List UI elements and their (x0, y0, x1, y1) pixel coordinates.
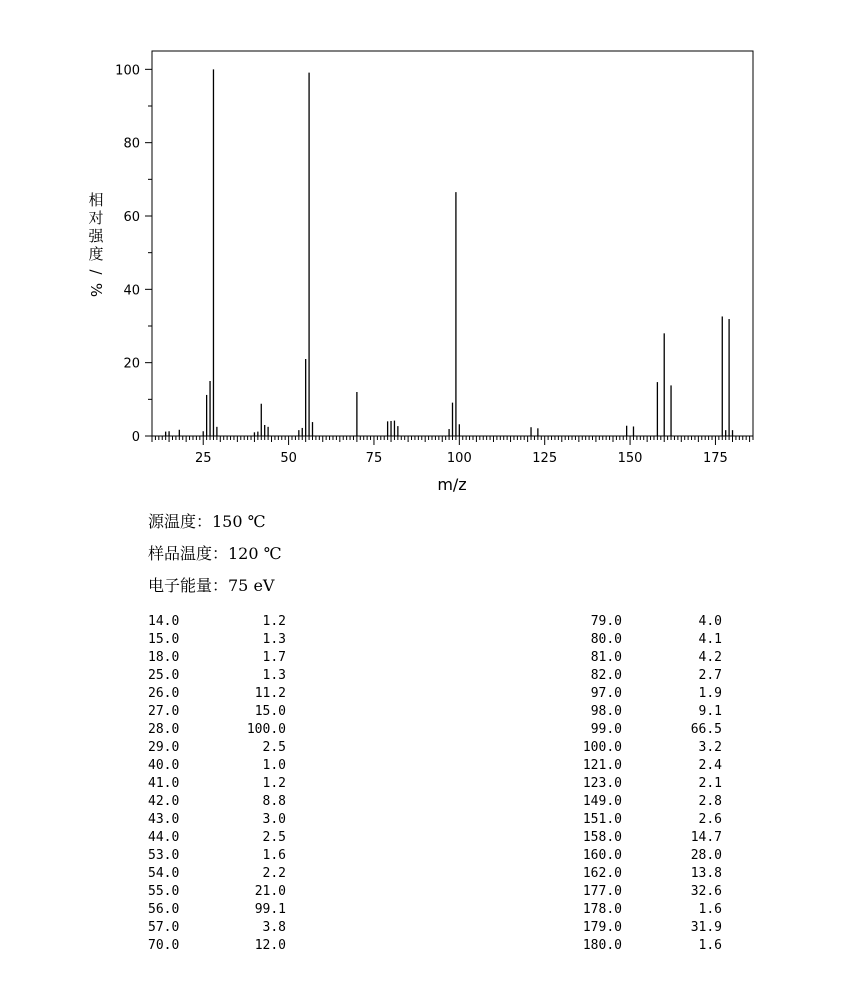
y-axis-title-char: 度 (88, 245, 104, 263)
peak-mz: 177.0 (582, 884, 622, 899)
peak-row (560, 883, 722, 901)
peak-row (560, 613, 722, 631)
peak-mz: 82.0 (590, 668, 622, 683)
peak-row (148, 901, 286, 919)
peak-intensity: 4.1 (698, 632, 722, 647)
peak-mz: 29.0 (148, 740, 180, 755)
y-tick-label: 0 (131, 430, 140, 445)
peak-mz: 54.0 (148, 866, 180, 881)
peak-intensity: 4.0 (698, 614, 722, 629)
y-axis-title-char: % (87, 282, 105, 298)
peak-intensity: 3.8 (262, 920, 286, 935)
peak-mz: 81.0 (590, 650, 622, 665)
peak-intensity: 1.6 (698, 938, 722, 953)
y-axis-title-char: 强 (88, 227, 104, 245)
peak-row (560, 667, 722, 685)
y-axis-title (87, 191, 105, 297)
x-tick-label: 100 (446, 451, 472, 466)
peak-mz: 56.0 (148, 902, 180, 917)
peak-row (560, 775, 722, 793)
peak-mz: 18.0 (148, 650, 180, 665)
peak-intensity: 15.0 (254, 704, 286, 719)
peak-row (560, 649, 722, 667)
x-tick-label: 125 (532, 451, 558, 466)
spectrum-peaks (166, 69, 733, 436)
x-axis-tick-labels (195, 451, 728, 466)
peak-row (560, 919, 722, 937)
y-tick-label: 60 (123, 210, 140, 225)
y-tick-label: 80 (123, 136, 140, 152)
peak-mz: 28.0 (148, 722, 180, 737)
peak-row (148, 631, 286, 649)
peak-mz: 97.0 (590, 686, 622, 701)
peak-row (148, 721, 286, 739)
peak-intensity: 21.0 (254, 884, 286, 899)
peak-intensity: 2.8 (698, 794, 722, 809)
peak-mz: 44.0 (148, 830, 180, 845)
peak-mz: 158.0 (582, 830, 622, 845)
peak-mz: 151.0 (582, 812, 622, 827)
y-tick-label: 40 (123, 283, 140, 299)
peak-mz: 40.0 (148, 758, 180, 773)
peak-mz: 149.0 (582, 794, 622, 809)
peak-row (560, 793, 722, 811)
peak-mz: 99.0 (590, 722, 622, 737)
peak-intensity: 12.0 (254, 938, 286, 953)
peak-table-right (560, 613, 722, 955)
acquisition-conditions (148, 506, 282, 602)
peak-row (148, 847, 286, 865)
peak-intensity: 1.3 (262, 668, 286, 683)
peak-row (148, 775, 286, 793)
y-axis-title-char: 相 (88, 191, 104, 209)
peak-mz: 27.0 (148, 704, 180, 719)
peak-intensity: 1.3 (262, 632, 286, 647)
y-tick-label: 20 (123, 356, 140, 372)
peak-mz: 162.0 (582, 866, 622, 881)
peak-intensity: 100.0 (246, 722, 286, 737)
peak-mz: 26.0 (148, 686, 180, 701)
peak-mz: 123.0 (582, 776, 622, 791)
peak-row (560, 631, 722, 649)
peak-table-left (148, 613, 286, 955)
peak-mz: 55.0 (148, 884, 180, 899)
peak-row (148, 793, 286, 811)
peak-intensity: 66.5 (690, 722, 722, 737)
peak-row (560, 865, 722, 883)
peak-mz: 25.0 (148, 668, 180, 683)
peak-intensity: 1.7 (262, 650, 286, 665)
peak-row (148, 703, 286, 721)
plot-frame (152, 51, 753, 436)
peak-mz: 98.0 (590, 704, 622, 719)
y-axis-ticks (145, 69, 152, 436)
peak-mz: 15.0 (148, 632, 180, 647)
peak-row (148, 829, 286, 847)
peak-row (560, 757, 722, 775)
peak-mz: 53.0 (148, 848, 180, 863)
peak-row (560, 703, 722, 721)
peak-row (148, 865, 286, 883)
peak-mz: 42.0 (148, 794, 180, 809)
peak-row (560, 739, 722, 757)
peak-intensity: 8.8 (262, 794, 286, 809)
peak-intensity: 3.0 (262, 812, 286, 827)
peak-intensity: 3.2 (698, 740, 722, 755)
x-tick-label: 150 (617, 451, 643, 466)
peak-mz: 14.0 (148, 614, 180, 629)
source-temperature: 源温度：150 ℃ (148, 512, 266, 531)
peak-row (148, 883, 286, 901)
peak-intensity: 2.6 (698, 812, 722, 827)
peak-row (560, 811, 722, 829)
peak-row (148, 937, 286, 955)
peak-row (560, 937, 722, 955)
peak-intensity: 1.0 (262, 758, 286, 773)
peak-intensity: 1.6 (262, 848, 286, 863)
peak-intensity: 1.6 (698, 902, 722, 917)
peak-mz: 160.0 (582, 848, 622, 863)
sample-temperature: 样品温度：120 ℃ (148, 544, 282, 563)
peak-row (560, 847, 722, 865)
peak-mz: 180.0 (582, 938, 622, 953)
electron-energy: 电子能量：75 eV (148, 576, 275, 595)
y-axis-tick-labels (115, 63, 140, 445)
x-tick-label: 25 (194, 451, 212, 466)
y-axis-title-char: 对 (88, 209, 104, 227)
peak-intensity: 2.5 (262, 830, 286, 845)
peak-mz: 41.0 (148, 776, 180, 791)
peak-intensity: 2.7 (698, 668, 722, 683)
peak-intensity: 2.2 (262, 866, 286, 881)
peak-mz: 57.0 (148, 920, 180, 935)
peak-mz: 43.0 (148, 812, 180, 827)
peak-intensity: 9.1 (698, 704, 722, 719)
peak-row (148, 685, 286, 703)
y-tick-label: 100 (115, 63, 140, 79)
peak-intensity: 31.9 (690, 920, 722, 935)
peak-intensity: 2.1 (698, 776, 722, 791)
peak-mz: 70.0 (148, 938, 180, 953)
peak-row (560, 685, 722, 703)
peak-intensity: 1.9 (698, 686, 722, 701)
peak-mz: 178.0 (582, 902, 622, 917)
x-tick-label: 175 (703, 451, 728, 466)
peak-intensity: 2.5 (262, 740, 286, 755)
peak-intensity: 1.2 (262, 614, 286, 629)
peak-intensity: 99.1 (254, 902, 286, 917)
x-tick-label: 50 (280, 451, 297, 466)
peak-mz: 100.0 (582, 740, 622, 755)
peak-row (148, 667, 286, 685)
peak-mz: 79.0 (590, 614, 622, 629)
peak-mz: 80.0 (590, 632, 622, 647)
x-axis-ticks (152, 436, 753, 445)
peak-intensity: 2.4 (698, 758, 722, 773)
peak-intensity: 28.0 (690, 848, 722, 863)
peak-mz: 121.0 (582, 758, 622, 773)
x-tick-label: 75 (365, 451, 383, 466)
x-axis-title: m/z (437, 475, 467, 494)
peak-row (148, 613, 286, 631)
peak-intensity: 14.7 (690, 830, 722, 845)
peak-intensity: 13.8 (690, 866, 722, 881)
peak-row (148, 811, 286, 829)
y-axis-title-char: / (87, 269, 105, 275)
peak-row (148, 739, 286, 757)
peak-row (560, 901, 722, 919)
peak-row (560, 829, 722, 847)
peak-intensity: 4.2 (698, 650, 722, 665)
peak-intensity: 11.2 (254, 686, 286, 701)
peak-intensity: 1.2 (262, 776, 286, 791)
peak-row (560, 721, 722, 739)
peak-row (148, 757, 286, 775)
peak-mz: 179.0 (582, 920, 622, 935)
peak-intensity: 32.6 (690, 884, 722, 899)
peak-row (148, 649, 286, 667)
peak-row (148, 919, 286, 937)
